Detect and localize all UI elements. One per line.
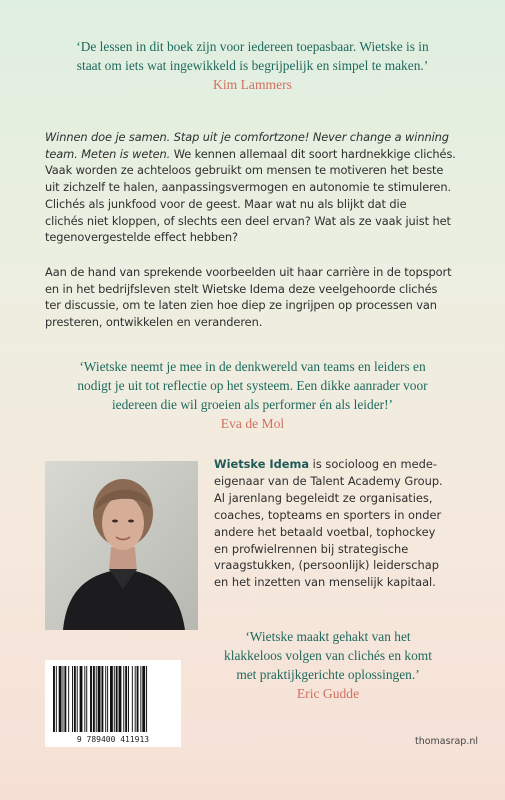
barcode-bar [59, 666, 62, 732]
paragraph-line: en in het bedrijfsleven stelt Wietske Idema deze veelgehoorde clichés [45, 281, 438, 296]
paragraph-line: Aan de hand van sprekende voorbeelden uit haar carrière in de topsport [45, 265, 452, 279]
intro-line: clichés niet kloppen, of slechts een deel ervan? Wat als ze vaak juist het [45, 213, 451, 228]
intro-italic: team. Meten is weten. [45, 146, 171, 161]
barcode-bar [146, 666, 147, 732]
barcode-bar [135, 666, 136, 732]
quote-kim-lammers [0, 37, 505, 95]
quote-line: ‘Wietske neemt je mee in de denkwereld van teams en leiders en [79, 359, 426, 374]
barcode-bar [123, 666, 124, 732]
barcode-bar [56, 666, 57, 732]
quote-line: staat om iets wat ingewikkeld is begrijpelijk en simpel te maken.’ [76, 58, 429, 73]
intro-line: Clichés als junkfood voor de geest. Maar wat nu als blijkt dat die [45, 196, 407, 211]
author-portrait-image [45, 461, 198, 630]
barcode-bar [68, 666, 69, 732]
barcode-bar [98, 666, 101, 732]
bio-text: is socioloog en mede- [309, 457, 437, 471]
bio-line: andere het betaald voetbal, tophockey [214, 524, 436, 539]
barcode-bar [125, 666, 127, 732]
quote-eric-gudde [198, 627, 458, 704]
author-bio [214, 456, 474, 591]
barcode-bar [128, 666, 129, 732]
quote-line: nodigt je uit tot reflectie op het systeem. Een dikke aanrader voor [77, 378, 428, 393]
quote-author: Kim Lammers [213, 77, 292, 92]
author-photo [45, 461, 198, 630]
bio-line: coaches, topteams en sporters in onder [214, 507, 442, 522]
barcode-bars [53, 666, 173, 732]
intro-text: We kennen allemaal dit soort hardnekkige clichés. [170, 146, 456, 161]
quote-line: ‘Wietske maakt gehakt van het [245, 629, 411, 644]
intro-paragraph [45, 129, 465, 246]
bio-line: vraagstukken, (persoonlijk) leiderschap [214, 558, 439, 573]
barcode-bar [84, 666, 85, 732]
paragraph-line: ter discussie, om te laten zien hoe diep ze ingrijpen op processen van [45, 298, 437, 313]
barcode-bar [93, 666, 95, 732]
barcode-bar [142, 666, 145, 732]
barcode-bar [80, 666, 83, 732]
intro-line: tegenovergestelde effect hebben? [45, 230, 238, 245]
isbn-barcode [45, 660, 181, 747]
barcode-bar [105, 666, 106, 732]
barcode-bar [86, 666, 87, 732]
bio-line: en het inzetten van menselijk kapitaal. [214, 575, 436, 590]
paragraph-line: presteren, ontwikkelen en veranderen. [45, 315, 263, 330]
barcode-bar [114, 666, 115, 732]
barcode-bar [53, 666, 55, 732]
barcode-bar [74, 666, 76, 732]
publisher-website: thomasrap.nl [415, 736, 479, 747]
quote-line: klakkeloos volgen van clichés en komt [224, 648, 432, 663]
barcode-bar [116, 666, 118, 732]
barcode-bar [90, 666, 92, 732]
barcode-bar [63, 666, 64, 732]
intro-line: uit zichzelf te halen, aanpassingsvermogen en autonomie te stimuleren. [45, 180, 451, 195]
description-paragraph [45, 264, 465, 331]
barcode-bar [101, 666, 103, 732]
barcode-bar [110, 666, 113, 732]
quote-line: iedereen die wil groeien als performer én als leider!’ [111, 397, 394, 412]
barcode-bar [137, 666, 139, 732]
barcode-bar [119, 666, 122, 732]
barcode-bar [64, 666, 66, 732]
isbn-number: 9 789400 411913 [76, 735, 150, 744]
barcode-bar [72, 666, 73, 732]
bio-line: Al jarenlang begeleidt ze organisaties, [214, 490, 433, 505]
quote-eva-de-mol [0, 357, 505, 434]
barcode-bar [107, 666, 108, 732]
intro-italic: Winnen doe je samen. Stap uit je comfortzone! Never change a winning [45, 130, 449, 144]
barcode-bar [96, 666, 97, 732]
quote-author: Eva de Mol [220, 416, 285, 431]
quote-author: Eric Gudde [296, 686, 360, 701]
quote-line: met praktijkgerichte oplossingen.’ [236, 667, 420, 682]
author-name: Wietske Idema [214, 457, 310, 471]
barcode-bar [77, 666, 78, 732]
bio-line: eigenaar van de Talent Academy Group. [214, 473, 443, 488]
bio-line: en profwielrennen bij strategische [214, 541, 409, 556]
intro-line: Vaak worden ze achteloos gebruikt om mensen te motiveren het beste [45, 163, 444, 178]
quote-line: ‘De lessen in dit boek zijn voor iedereen toepasbaar. Wietske is in [76, 39, 429, 54]
barcode-bar [140, 666, 141, 732]
barcode-bar [132, 666, 133, 732]
